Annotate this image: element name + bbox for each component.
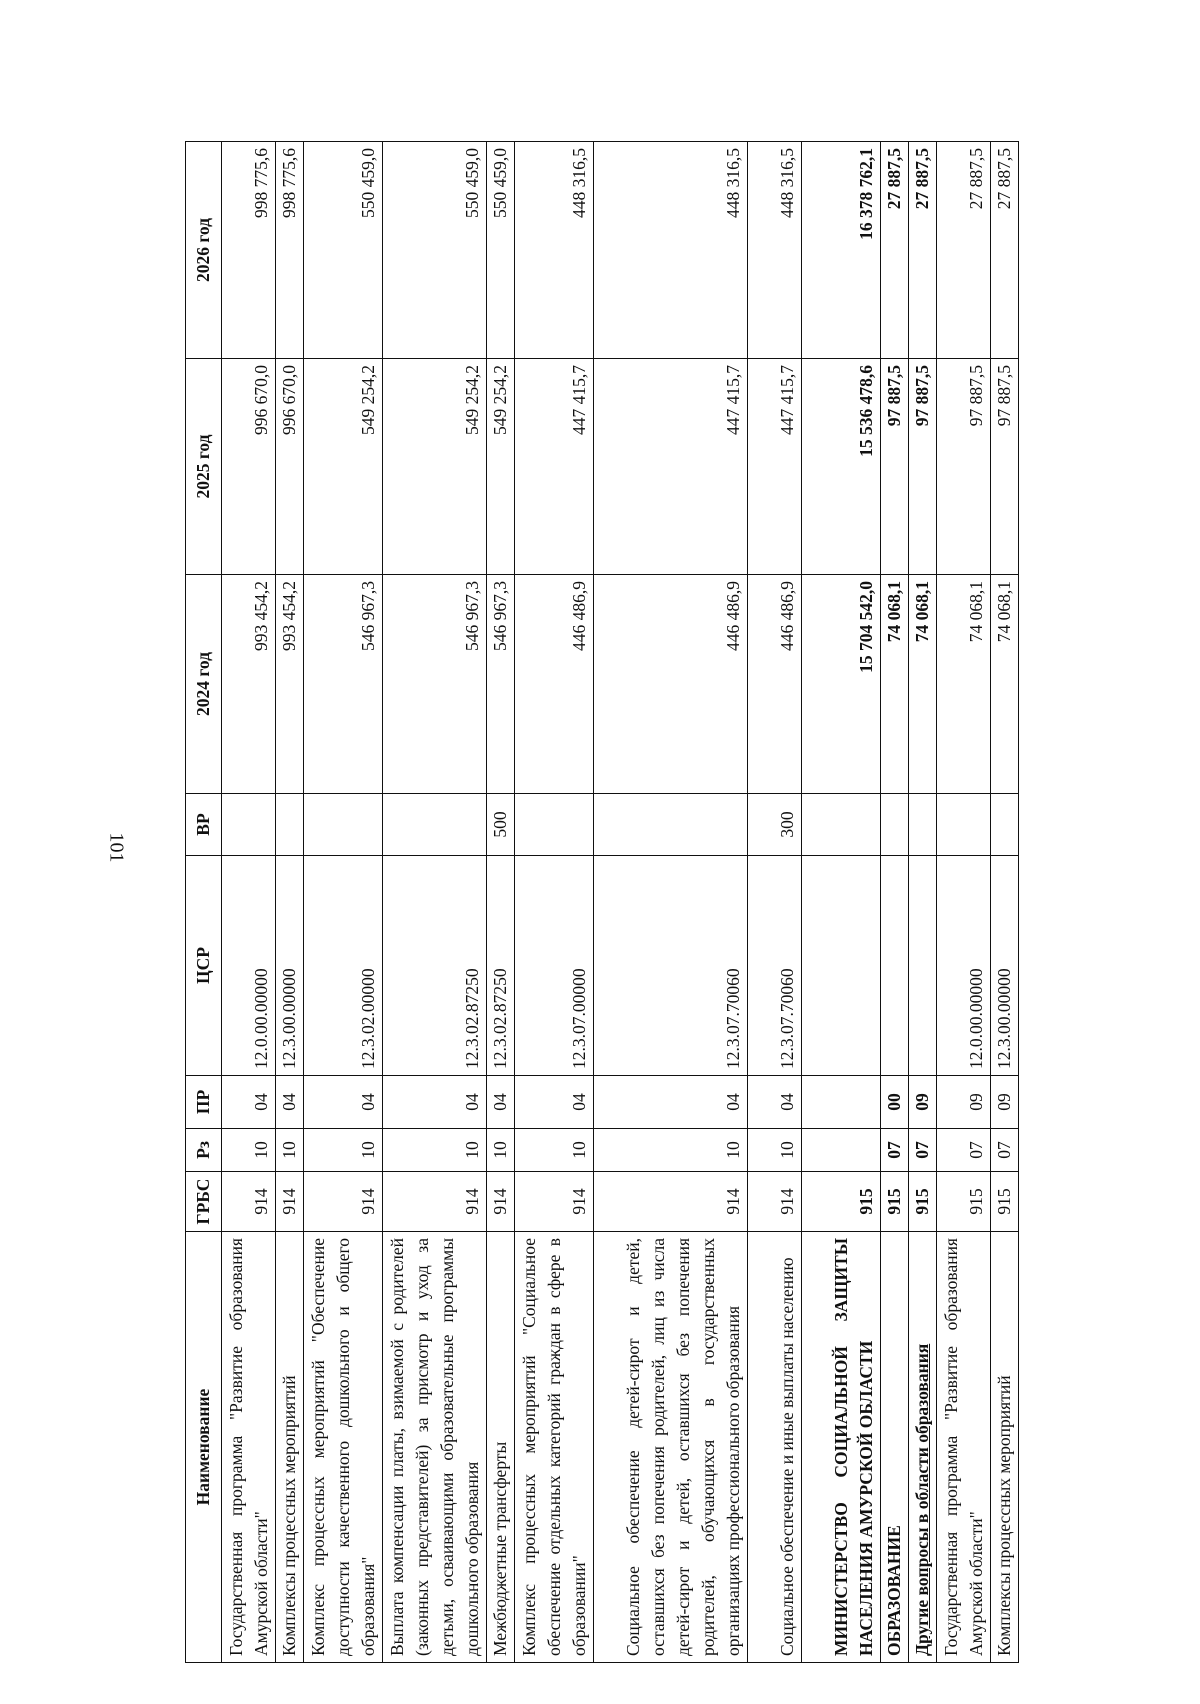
cell-2024: 546 967,3	[383, 575, 487, 794]
cell-pr: 04	[222, 1076, 276, 1129]
cell-grbs: 915	[802, 1172, 881, 1232]
cell-grbs: 915	[991, 1172, 1019, 1232]
cell-2025: 447 415,7	[748, 359, 802, 575]
cell-name: Комплексы процессных мероприятий	[991, 1232, 1019, 1663]
table-row	[881, 142, 909, 1663]
cell-2024: 546 967,3	[304, 575, 383, 794]
cell-rz: 07	[991, 1129, 1019, 1172]
header-csr: ЦСР	[186, 856, 222, 1076]
cell-grbs: 914	[487, 1172, 515, 1232]
cell-grbs: 914	[222, 1172, 276, 1232]
cell-vr	[515, 794, 594, 856]
cell-2024: 993 454,2	[222, 575, 276, 794]
cell-csr: 12.3.02.00000	[304, 856, 383, 1076]
cell-name: Комплекс процессных мероприятий "Социальное обеспечение отдельных категорий граждан в сфере в образовании"	[515, 1232, 594, 1663]
table-row	[909, 142, 937, 1663]
cell-csr: 12.3.00.00000	[276, 856, 304, 1076]
cell-2026: 998 775,6	[276, 142, 304, 359]
table-row	[991, 142, 1019, 1663]
cell-vr: 500	[487, 794, 515, 856]
cell-2026: 448 316,5	[594, 142, 748, 359]
cell-csr: 12.3.07.70060	[748, 856, 802, 1076]
cell-vr	[881, 794, 909, 856]
cell-csr	[909, 856, 937, 1076]
cell-csr	[802, 856, 881, 1076]
cell-name: Государственная программа "Развитие образования Амурской области"	[222, 1232, 276, 1663]
cell-2025: 549 254,2	[487, 359, 515, 575]
table-row	[748, 142, 802, 1663]
cell-2026: 550 459,0	[304, 142, 383, 359]
cell-2026: 550 459,0	[487, 142, 515, 359]
cell-2026: 16 378 762,1	[802, 142, 881, 359]
cell-name: МИНИСТЕРСТВО СОЦИАЛЬНОЙ ЗАЩИТЫ НАСЕЛЕНИЯ АМУРСКОЙ ОБЛАСТИ	[802, 1232, 881, 1663]
cell-vr	[276, 794, 304, 856]
cell-2026: 998 775,6	[222, 142, 276, 359]
cell-rz	[802, 1129, 881, 1172]
cell-name: ОБРАЗОВАНИЕ	[881, 1232, 909, 1663]
cell-grbs: 915	[909, 1172, 937, 1232]
cell-pr: 04	[383, 1076, 487, 1129]
cell-grbs: 914	[748, 1172, 802, 1232]
header-pr: ПР	[186, 1076, 222, 1129]
cell-csr: 12.0.00.00000	[222, 856, 276, 1076]
cell-2024: 74 068,1	[937, 575, 991, 794]
cell-2024: 446 486,9	[748, 575, 802, 794]
table-row	[222, 142, 276, 1663]
header-vr: ВР	[186, 794, 222, 856]
cell-pr: 09	[909, 1076, 937, 1129]
table-row	[487, 142, 515, 1663]
cell-pr: 04	[515, 1076, 594, 1129]
cell-grbs: 914	[515, 1172, 594, 1232]
cell-rz: 10	[515, 1129, 594, 1172]
cell-2024: 446 486,9	[594, 575, 748, 794]
cell-name: Межбюджетные трансферты	[487, 1232, 515, 1663]
cell-2025: 97 887,5	[909, 359, 937, 575]
cell-2024: 74 068,1	[991, 575, 1019, 794]
cell-name: Выплата компенсации платы, взимаемой с родителей (законных представителей) за присмотр и уход за детьми, осваивающими образовательные программы дошкольного образования	[383, 1232, 487, 1663]
cell-pr: 09	[937, 1076, 991, 1129]
cell-2026: 27 887,5	[937, 142, 991, 359]
cell-grbs: 914	[594, 1172, 748, 1232]
cell-vr	[991, 794, 1019, 856]
cell-2025: 447 415,7	[515, 359, 594, 575]
cell-2025: 15 536 478,6	[802, 359, 881, 575]
cell-2024: 74 068,1	[881, 575, 909, 794]
cell-pr: 09	[991, 1076, 1019, 1129]
cell-rz: 07	[881, 1129, 909, 1172]
cell-rz: 07	[909, 1129, 937, 1172]
cell-2025: 97 887,5	[991, 359, 1019, 575]
cell-csr: 12.0.00.00000	[937, 856, 991, 1076]
cell-2026: 27 887,5	[881, 142, 909, 359]
cell-2024: 993 454,2	[276, 575, 304, 794]
cell-2026: 27 887,5	[991, 142, 1019, 359]
cell-2026: 448 316,5	[748, 142, 802, 359]
cell-grbs: 914	[383, 1172, 487, 1232]
cell-2025: 549 254,2	[383, 359, 487, 575]
table-row	[594, 142, 748, 1663]
table-row	[802, 142, 881, 1663]
cell-csr: 12.3.07.70060	[594, 856, 748, 1076]
cell-pr	[802, 1076, 881, 1129]
cell-2025: 996 670,0	[276, 359, 304, 575]
table-header-row	[186, 142, 222, 1663]
header-rz: Рз	[186, 1129, 222, 1172]
cell-rz: 10	[748, 1129, 802, 1172]
cell-vr	[222, 794, 276, 856]
cell-rz: 07	[937, 1129, 991, 1172]
cell-grbs: 914	[304, 1172, 383, 1232]
cell-2026: 550 459,0	[383, 142, 487, 359]
cell-grbs: 915	[937, 1172, 991, 1232]
cell-name: Комплексы процессных мероприятий	[276, 1232, 304, 1663]
cell-csr: 12.3.02.87250	[383, 856, 487, 1076]
cell-name: Социальное обеспечение детей-сирот и детей, оставшихся без попечения родителей, лиц из числа детей-сирот и детей, оставшихся без попечения родителей, обучающихся в государственных организациях профессионального образования	[594, 1232, 748, 1663]
cell-2024: 546 967,3	[487, 575, 515, 794]
cell-rz: 10	[304, 1129, 383, 1172]
table-row	[383, 142, 487, 1663]
cell-name: Государственная программа "Развитие образования Амурской области"	[937, 1232, 991, 1663]
cell-pr: 04	[304, 1076, 383, 1129]
rotated-table-container	[185, 142, 1047, 1663]
table-row	[937, 142, 991, 1663]
cell-grbs: 915	[881, 1172, 909, 1232]
table-row	[515, 142, 594, 1663]
page-number: 101	[105, 832, 128, 863]
cell-2025: 97 887,5	[881, 359, 909, 575]
cell-vr	[594, 794, 748, 856]
cell-rz: 10	[594, 1129, 748, 1172]
cell-name: Комплекс процессных мероприятий "Обеспечение доступности качественного дошкольного и общего образования"	[304, 1232, 383, 1663]
cell-pr: 04	[594, 1076, 748, 1129]
cell-rz: 10	[383, 1129, 487, 1172]
cell-vr	[937, 794, 991, 856]
cell-2024: 15 704 542,0	[802, 575, 881, 794]
header-2026: 2026 год	[186, 142, 222, 359]
header-2025: 2025 год	[186, 359, 222, 575]
cell-rz: 10	[222, 1129, 276, 1172]
cell-vr	[304, 794, 383, 856]
header-2024: 2024 год	[186, 575, 222, 794]
cell-name: Другие вопросы в области образования	[909, 1232, 937, 1663]
cell-csr: 12.3.00.00000	[991, 856, 1019, 1076]
cell-2025: 97 887,5	[937, 359, 991, 575]
cell-2025: 447 415,7	[594, 359, 748, 575]
cell-2024: 446 486,9	[515, 575, 594, 794]
cell-csr: 12.3.07.00000	[515, 856, 594, 1076]
cell-csr	[881, 856, 909, 1076]
header-name: Наименование	[186, 1232, 222, 1663]
cell-grbs: 914	[276, 1172, 304, 1232]
table-row	[276, 142, 304, 1663]
cell-rz: 10	[487, 1129, 515, 1172]
cell-rz: 10	[276, 1129, 304, 1172]
cell-2026: 27 887,5	[909, 142, 937, 359]
table-row	[304, 142, 383, 1663]
budget-table	[185, 141, 1019, 1663]
cell-pr: 00	[881, 1076, 909, 1129]
cell-2025: 996 670,0	[222, 359, 276, 575]
cell-pr: 04	[276, 1076, 304, 1129]
cell-vr	[802, 794, 881, 856]
cell-pr: 04	[487, 1076, 515, 1129]
cell-pr: 04	[748, 1076, 802, 1129]
cell-vr: 300	[748, 794, 802, 856]
cell-vr	[909, 794, 937, 856]
cell-vr	[383, 794, 487, 856]
header-grbs: ГРБС	[186, 1172, 222, 1232]
cell-2025: 549 254,2	[304, 359, 383, 575]
cell-csr: 12.3.02.87250	[487, 856, 515, 1076]
cell-2026: 448 316,5	[515, 142, 594, 359]
cell-2024: 74 068,1	[909, 575, 937, 794]
cell-name: Социальное обеспечение и иные выплаты населению	[748, 1232, 802, 1663]
